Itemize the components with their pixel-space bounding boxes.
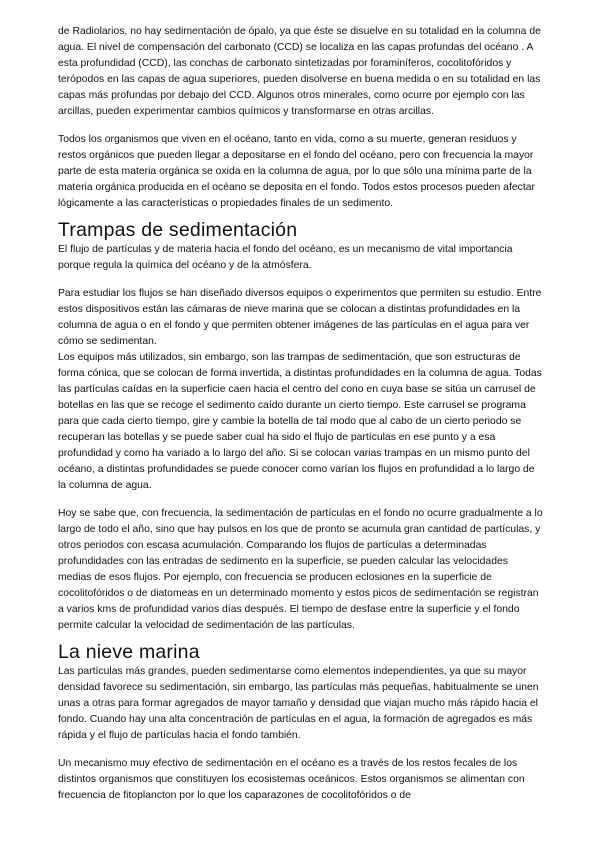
paragraph-estudio-flujos: Para estudiar los flujos se han diseñado diversos equipos o experimentos que permiten su estudio. Entre estos dispositivos están las cámaras de nieve marina que se colocan a distintas profundidades en la columna de agua o en el fondo y que permiten obtener imágenes de las partículas en el agua para ver cómo se sedimentan.	[58, 288, 542, 347]
paragraph-gap	[58, 274, 543, 286]
paragraph-gap	[58, 120, 543, 132]
heading-la-nieve-marina: La nieve marina	[58, 641, 200, 663]
paragraph-gap	[58, 744, 543, 756]
paragraph-pulsos-sedimentacion: Hoy se sabe que, con frecuencia, la sedimentación de partículas en el fondo no ocurre gradualmente a lo largo de todo el año, sino que hay pulsos en los que de pronto se acumula gran cantidad de partículas, y otros periodos con escasa acumulación. Comparando los flujos de partículas a determinadas profundidades con las entradas de sedimento en la superficie, se pueden calcular las velocidades medias de esos flujos. Por ejemplo, con frecuencia se producen eclosiones en la superficie de cocolitofóridos o de diatomeas en un determinado momento y estos picos de sedimentación se registran a varios kms de profundidad varios días después. El tiempo de desfase entre la superficie y el fondo permite calcular la velocidad de sedimentación de las partículas.	[58, 508, 543, 631]
paragraph-gap	[58, 494, 543, 506]
paragraph-organismos: Todos los organismos que viven en el océano, tanto en vida, como a su muerte, generan residuos y restos orgánicos que pueden llegar a depositarse en el fondo del océano, pero con frecuencia la mayor parte de esta materia orgánica se oxida en la columna de agua, por lo que sólo una mínima parte de la materia orgánica producida en el océano se deposita en el fondo. Todos estos procesos pueden afectar lógicamente a las características o propiedades finales de un sedimento.	[58, 134, 535, 209]
heading-trampas-de-sedimentacion: Trampas de sedimentación	[58, 219, 298, 241]
paragraph-flujo-particulas: El flujo de partículas y de materia hacia el fondo del océano, es un mecanismo de vital importancia porque regula la química del océano y de la atmósfera.	[58, 244, 513, 271]
paragraph-restos-fecales: Un mecanismo muy efectivo de sedimentación en el océano es a través de los restos fecales de los distintos organismos que constituyen los ecosistemas oceánicos. Estos organismos se alimentan con frecuencia de fitoplancton por lo que los caparazones de cocolitofóridos o de	[58, 758, 525, 801]
paragraph-radiolarios: de Radiolarios, no hay sedimentación de ópalo, ya que éste se disuelve en su totalidad en la columna de agua. El nivel de compensación del carbonato (CCD) se localiza en las capas profundas del océano . A esta profundidad (CCD), las conchas de carbonato sintetizadas por foraminíferos, cocolitofóridos y terópodos en las capas de agua superiores, pueden disolverse en buena medida o en su totalidad en las capas más profundas por debajo del CCD. Algunos otros minerales, como ocurre por ejemplo con las arcillas, pueden experimentar cambios químicos y transformarse en otras arcillas.	[58, 26, 541, 117]
document-page	[58, 24, 543, 804]
paragraph-trampas-equipos: Los equipos más utilizados, sin embargo, son las trampas de sedimentación, que son estructuras de forma cónica, que se colocan de forma invertida, a distintas profundidades en la columna de agua. Todas las partículas caídas en la superficie caen hacia el centro del cono en cuya base se sitúa un carrusel de botellas en las que se recoge el sedimento caído durante un cierto tiempo. Este carrusel se programa para que cada cierto tiempo, gire y cambie la botella de tal modo que al cabo de un cierto periodo se recuperan las botellas y se puede saber cual ha sido el flujo de partículas en ese punto y a esa profundidad y como ha variado a lo largo del año. Si se colocan varias trampas en un mismo punto del océano, a distintas profundidades se puede conocer como varían los flujos en profundidad a lo largo de la columna de agua.	[58, 352, 542, 491]
paragraph-agregados: Las partículas más grandes, pueden sedimentarse como elementos independientes, ya que su mayor densidad favorece su sedimentación, sin embargo, las partículas más pequeñas, habitualmente se unen unas a otras para formar agregados de mayor tamaño y densidad que viajan mucho más rápido hacia el fondo. Cuando hay una alta concentración de partículas en el agua, la formación de agregados es más rápida y el flujo de partículas hacia el fondo también.	[58, 666, 539, 741]
